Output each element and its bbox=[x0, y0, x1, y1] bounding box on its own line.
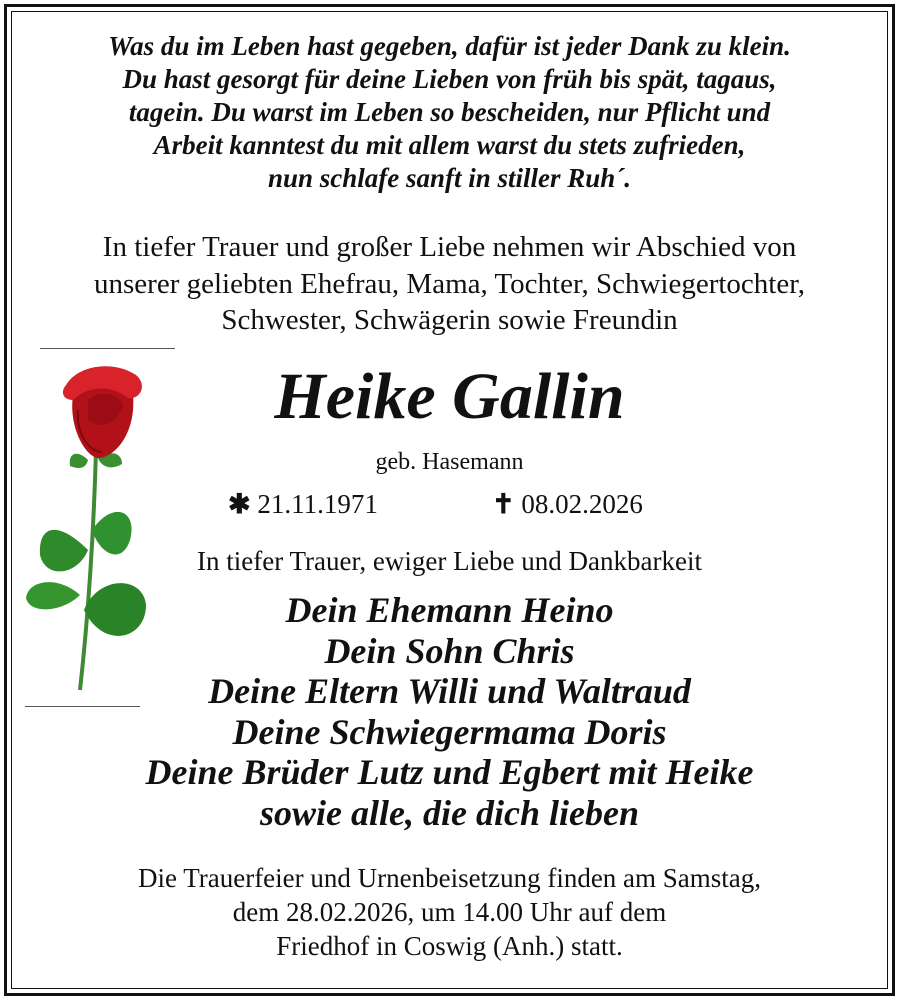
intro-line: Schwester, Schwägerin sowie Freundin bbox=[221, 304, 678, 336]
poem-line: Arbeit kanntest du mit allem warst du stets zufrieden, bbox=[153, 130, 746, 160]
poem-line: tagein. Du warst im Leben so bescheiden, nur Pflicht und bbox=[128, 97, 771, 127]
mourner-line: Dein Ehemann Heino bbox=[285, 590, 614, 630]
poem-line: nun schlafe sanft in stiller Ruh´. bbox=[267, 163, 632, 193]
death-date bbox=[492, 488, 643, 520]
service-line: Friedhof in Coswig (Anh.) statt. bbox=[276, 931, 623, 961]
mourner-line: Deine Schwiegermama Doris bbox=[232, 712, 667, 752]
birth-name: geb. Hasemann bbox=[375, 449, 524, 475]
poem-line: Du hast gesorgt für deine Lieben von früh bis spät, tagaus, bbox=[122, 64, 777, 94]
birth-date bbox=[228, 488, 378, 520]
mourner-line: Deine Brüder Lutz und Egbert mit Heike bbox=[145, 752, 754, 792]
asterisk-icon: ✱ bbox=[228, 489, 251, 519]
mourner-line: Deine Eltern Willi und Waltraud bbox=[208, 671, 691, 711]
death-date-value: 08.02.2026 bbox=[521, 489, 643, 519]
mourner-line: sowie alle, die dich lieben bbox=[260, 793, 639, 833]
mourner-line: Dein Sohn Chris bbox=[324, 631, 575, 671]
intro-line: In tiefer Trauer und großer Liebe nehmen wir Abschied von bbox=[102, 231, 797, 263]
mourning-subtitle: In tiefer Trauer, ewiger Liebe und Dankbarkeit bbox=[197, 546, 702, 576]
deceased-name: Heike Gallin bbox=[274, 360, 625, 433]
service-line: dem 28.02.2026, um 14.00 Uhr auf dem bbox=[232, 897, 667, 927]
birth-date-value: 21.11.1971 bbox=[257, 489, 378, 519]
poem-line: Was du im Leben hast gegeben, dafür ist jeder Dank zu klein. bbox=[108, 31, 791, 61]
intro-line: unserer geliebten Ehefrau, Mama, Tochter, Schwiegertochter, bbox=[94, 268, 805, 300]
cross-icon: ✝ bbox=[492, 489, 515, 519]
service-line: Die Trauerfeier und Urnenbeisetzung finden am Samstag, bbox=[137, 863, 762, 893]
